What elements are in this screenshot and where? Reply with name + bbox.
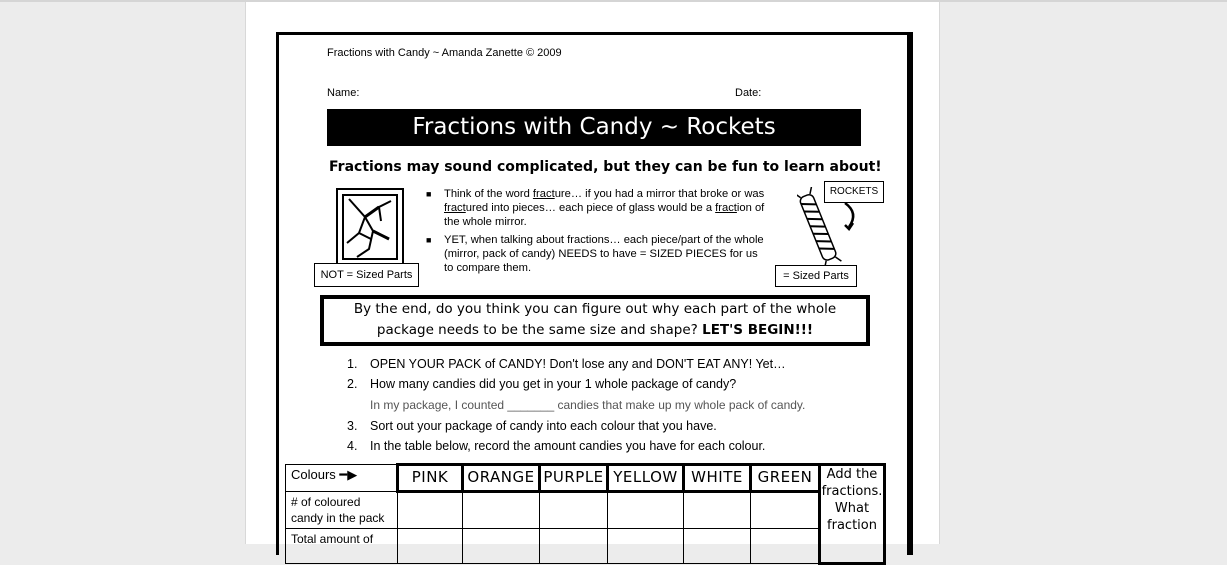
date-label: Date: bbox=[735, 87, 762, 99]
table-cell[interactable] bbox=[751, 529, 820, 564]
table-cell[interactable] bbox=[540, 492, 608, 529]
column-header: PINK bbox=[398, 465, 463, 492]
column-header: ORANGE bbox=[463, 465, 540, 492]
name-label: Name: bbox=[327, 87, 360, 99]
table-cell[interactable] bbox=[463, 492, 540, 529]
table-cell[interactable] bbox=[398, 529, 463, 564]
table-cell[interactable] bbox=[684, 529, 751, 564]
column-header: PURPLE bbox=[540, 465, 608, 492]
intro-subtitle: Fractions may sound complicated, but they can be fun to learn about! bbox=[329, 159, 882, 175]
arrow-right-icon: ━▶ bbox=[339, 467, 358, 482]
table-cell[interactable] bbox=[608, 529, 684, 564]
table-cell[interactable] bbox=[608, 492, 684, 529]
count-blank-line: In my package, I counted _______ candies that make up my whole pack of candy. bbox=[370, 398, 806, 412]
colours-header: Colours ━▶ bbox=[286, 465, 398, 492]
row-header: Total amount of bbox=[286, 529, 398, 564]
row-header: # of coloured candy in the pack bbox=[286, 492, 398, 529]
not-sized-parts-label: NOT = Sized Parts bbox=[314, 263, 419, 287]
column-header: WHITE bbox=[684, 465, 751, 492]
intro-bullets bbox=[424, 187, 769, 279]
bullet-equal-pieces: ■ YET, when talking about fractions… each piece/part of the whole (mirror, pack of candy) NEEDS to have = SIZED PIECES for us to compare them. bbox=[426, 234, 764, 274]
table-cell[interactable] bbox=[540, 529, 608, 564]
instruction-steps bbox=[347, 355, 867, 457]
broken-mirror-icon bbox=[335, 187, 407, 267]
step-item: 3. Sort out your package of candy into each colour that you have. bbox=[347, 419, 717, 433]
add-fractions-cell: Add the fractions. What fraction bbox=[820, 465, 885, 564]
table-cell[interactable] bbox=[463, 529, 540, 564]
bullet-square-icon: ■ bbox=[426, 189, 432, 199]
rockets-label: ROCKETS bbox=[824, 181, 884, 203]
step-item: 4. In the table below, record the amount candies you have for each colour. bbox=[347, 439, 766, 453]
colour-table bbox=[285, 463, 886, 565]
column-header: YELLOW bbox=[608, 465, 684, 492]
table-cell[interactable] bbox=[398, 492, 463, 529]
column-header: GREEN bbox=[751, 465, 820, 492]
table-cell[interactable] bbox=[684, 492, 751, 529]
credit-line: Fractions with Candy ~ Amanda Zanette © 2009 bbox=[327, 47, 562, 59]
worksheet-frame bbox=[276, 32, 913, 555]
page-title: Fractions with Candy ~ Rockets bbox=[327, 109, 861, 146]
bullet-fracture: ■ Think of the word fracture… if you had a mirror that broke or was fractured into pieces… each piece of glass would be a fraction of the whole mirror. bbox=[426, 188, 765, 228]
challenge-box: By the end, do you think you can figure out why each part of the whole package needs to be the same size and shape? LET'S BEGIN!!! bbox=[320, 295, 870, 346]
table-cell[interactable] bbox=[751, 492, 820, 529]
step-item: 1. OPEN YOUR PACK of CANDY! Don't lose any and DON'T EAT ANY! Yet… bbox=[347, 357, 786, 371]
equal-sized-parts-label: = Sized Parts bbox=[775, 265, 857, 287]
document-page bbox=[245, 2, 940, 544]
bullet-square-icon: ■ bbox=[426, 235, 432, 245]
rockets-candy-icon bbox=[797, 187, 867, 267]
step-item: 2. How many candies did you get in your 1 whole package of candy? In my package, I counted _______ candies that make up my whole pack of candy. bbox=[347, 375, 867, 414]
